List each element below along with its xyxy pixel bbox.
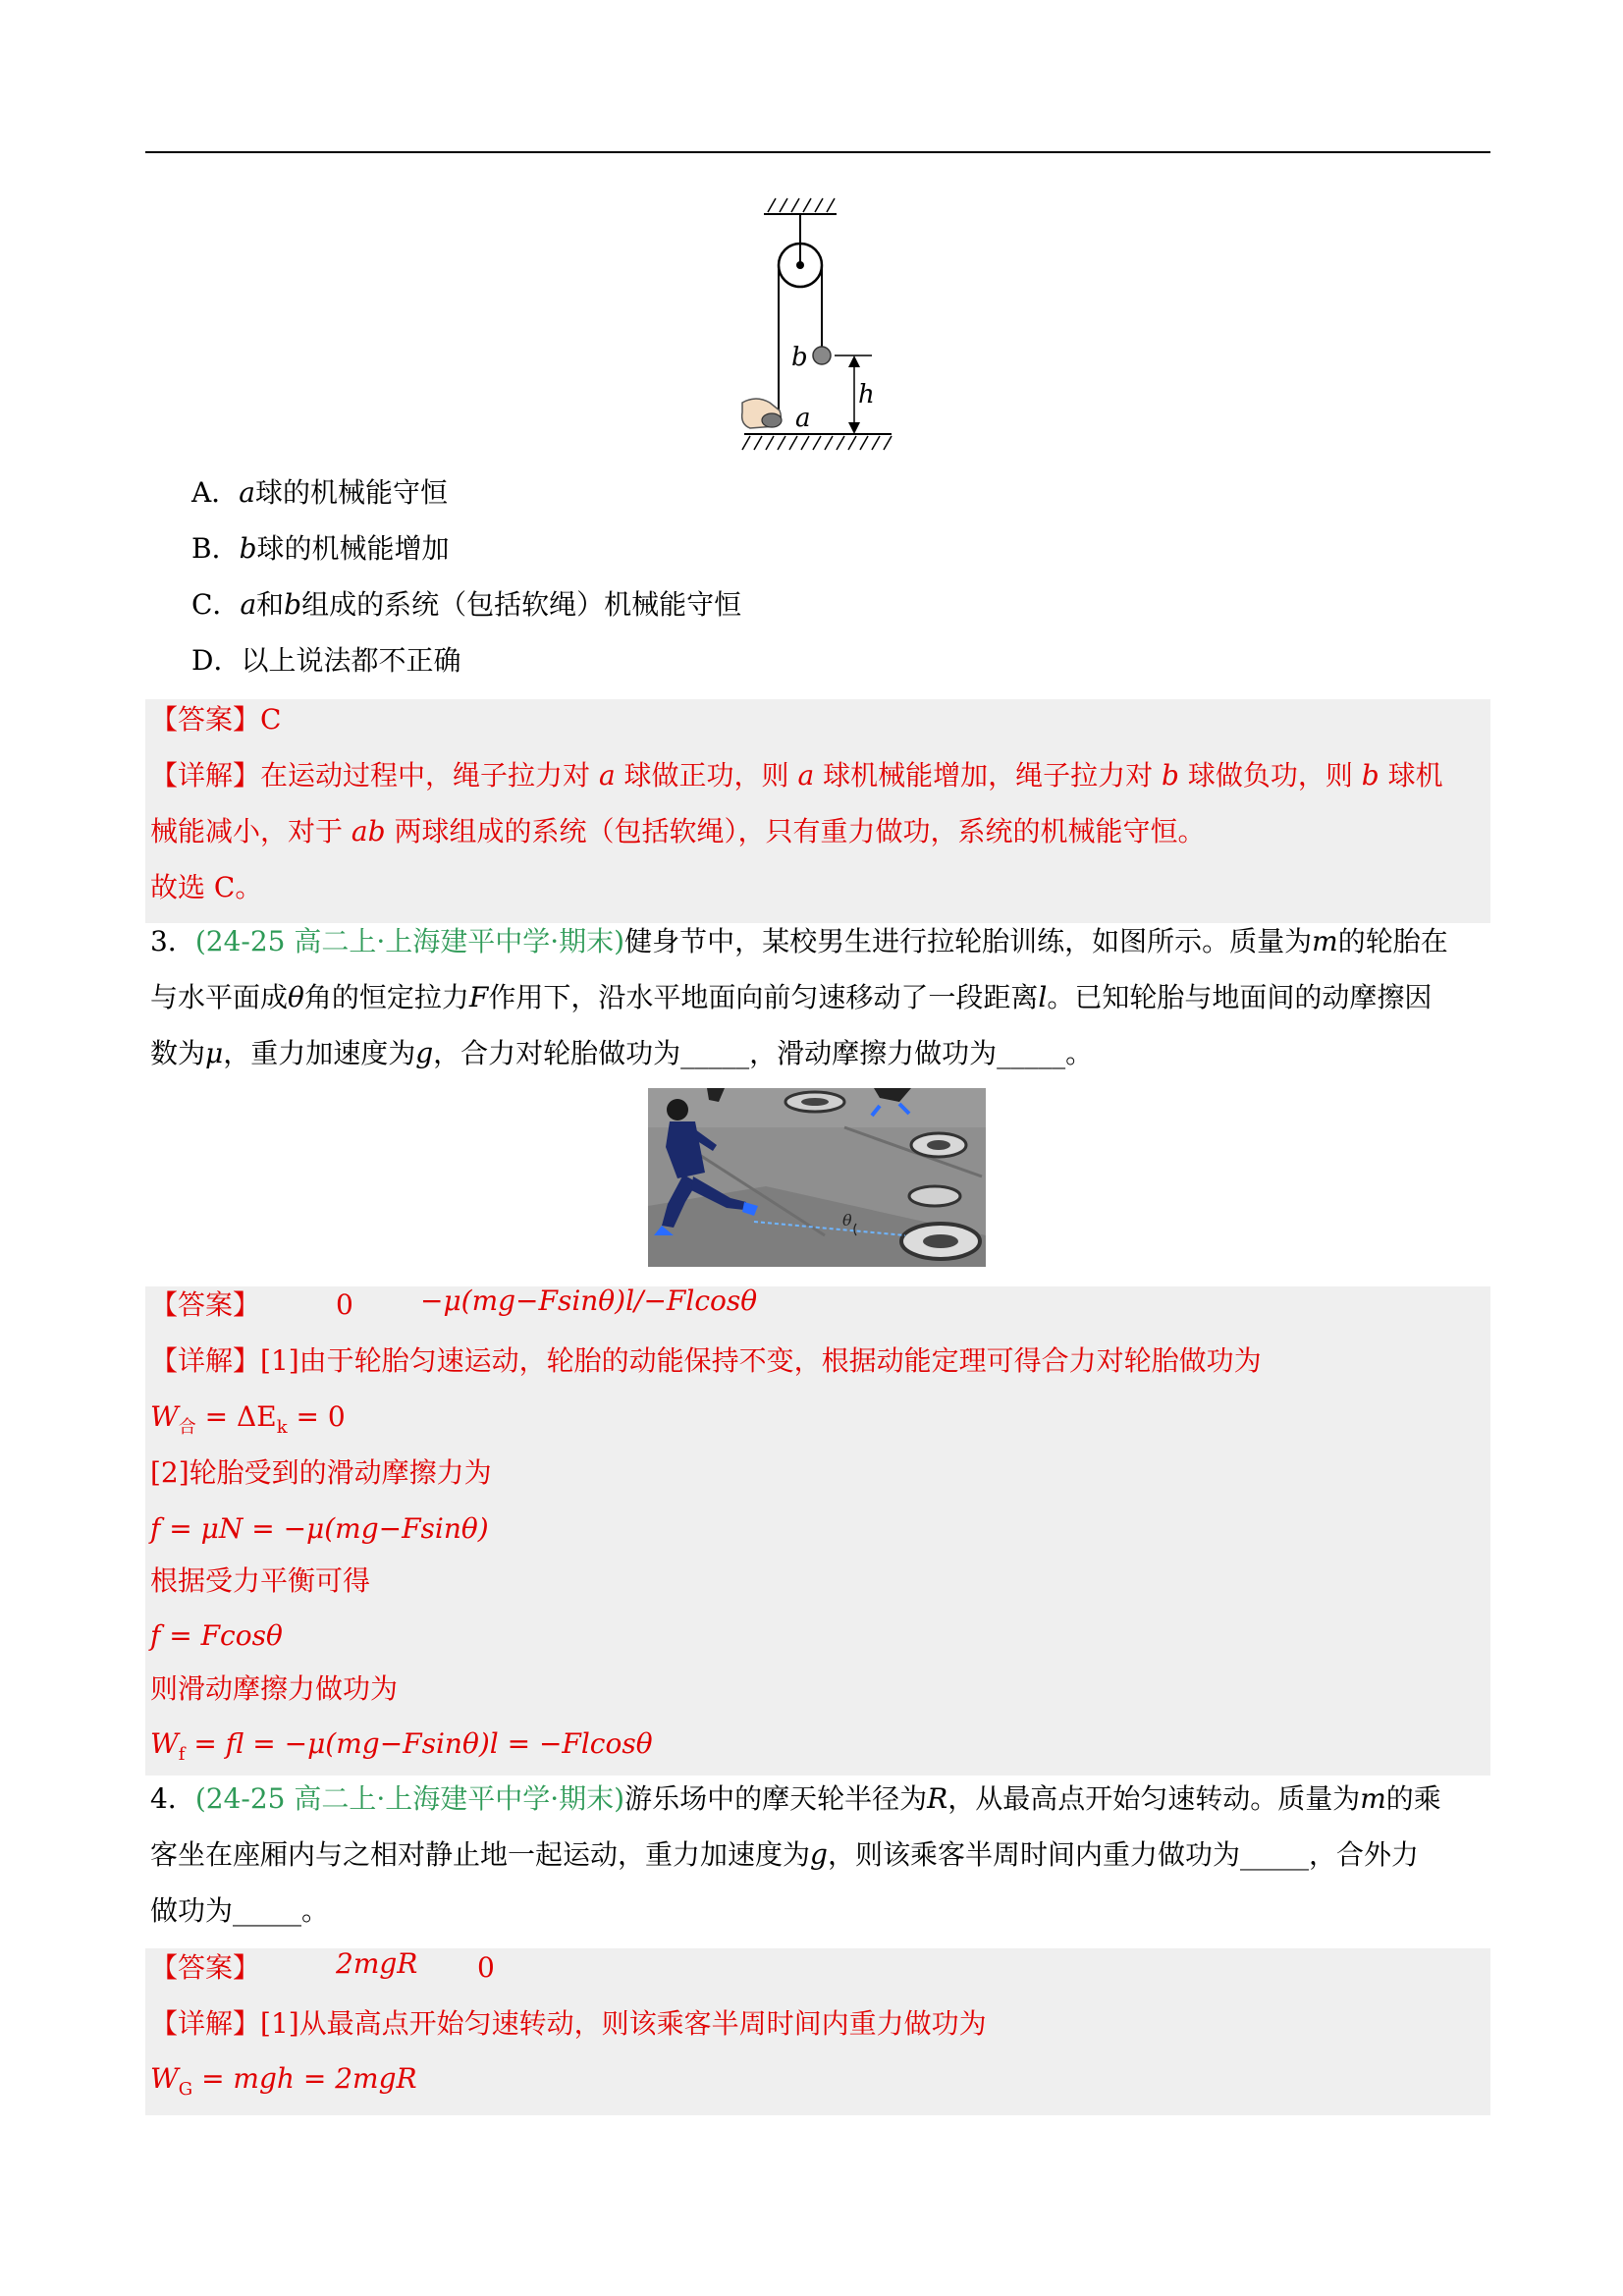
option-d: D．以上说法都不正确 [191,644,461,677]
q4-line2: 客坐在座厢内与之相对静止地一起运动，重力加速度为g，则该乘客半周时间内重力做功为_____，合外力 [150,1838,1419,1871]
q4-source: (24-25 高二上·上海建平中学·期末) [194,1782,625,1815]
label-b: b [791,343,808,372]
answer-box-q2 [145,699,1490,923]
q3-detail-4: 则滑动摩擦力做功为 [150,1672,399,1705]
pulley-diagram [736,192,903,465]
q3-line2: 与水平面成θ角的恒定拉力F作用下，沿水平地面向前匀速移动了一段距离l。已知轮胎与地面间的动摩擦因 [150,981,1433,1013]
q3-source: (24-25 高二上·上海建平中学·期末) [194,925,625,957]
q3-line1: 3．(24-25 高二上·上海建平中学·期末)健身节中，某校男生进行拉轮胎训练，如图所示。质量为m的轮胎在 [150,925,1448,957]
option-a: A．a球的机械能守恒 [191,476,448,509]
q4-answer-2: 0 [477,1951,495,1984]
q2-detail-line2: 械能减小，对于 ab 两球组成的系统（包括软绳），只有重力做功，系统的机械能守恒。 [150,815,1206,847]
q4-eq: $W_G$ = mgh = 2mgR [150,2062,417,2100]
label-a: a [795,404,811,433]
q3-detail-2: [2]轮胎受到的滑动摩擦力为 [150,1456,492,1489]
q2-detail-line1: 【详解】在运动过程中，绳子拉力对 a 球做正功，则 a 球机械能增加，绳子拉力对 b 球做负功，则 b 球机 [150,759,1443,792]
q3-detail-1: 【详解】[1]由于轮胎匀速运动，轮胎的动能保持不变，根据动能定理可得合力对轮胎做功为 [150,1344,1262,1377]
q2-conclusion: 故选 C。 [150,871,263,903]
q3-eq-2: f = μN = −μ(mg−Fsinθ) [150,1512,489,1545]
q3-eq-1: $W_合 = \Delta E_k = 0$ [150,1400,346,1438]
q3-eq-3: f = Fcosθ [150,1619,283,1652]
q3-eq-4: $W_f$ = fl = −μ(mg−Fsinθ)l = −Flcosθ [150,1727,653,1765]
q4-answer: 【答案】 [150,1951,261,1984]
q4-answer-1: 2mgR [336,1947,418,1980]
q4-detail-1: 【详解】[1]从最高点开始匀速转动，则该乘客半周时间内重力做功为 [150,2007,987,2040]
q2-answer: 【答案】C [150,703,282,736]
q3-answer-2: −μ(mg−Fsinθ)l/−Flcosθ [420,1285,758,1317]
photo-theta-label: θ [842,1211,852,1230]
label-h: h [858,380,875,410]
q3-answer: 【答案】 [150,1288,261,1321]
option-c: C．a和b组成的系统（包括软绳）机械能守恒 [191,588,742,621]
header-rule [145,151,1490,153]
tire-training-photo [648,1088,986,1267]
q3-answer-1: 0 [336,1288,353,1321]
q3-detail-3: 根据受力平衡可得 [150,1564,371,1597]
q3-line3: 数为μ，重力加速度为g，合力对轮胎做功为_____，滑动摩擦力做功为_____。 [150,1037,1094,1069]
option-b: B．b球的机械能增加 [191,532,450,565]
q4-line1: 4．(24-25 高二上·上海建平中学·期末)游乐场中的摩天轮半径为R，从最高点开始匀速转动。质量为m的乘 [150,1782,1441,1815]
q4-line3: 做功为_____。 [150,1894,330,1927]
